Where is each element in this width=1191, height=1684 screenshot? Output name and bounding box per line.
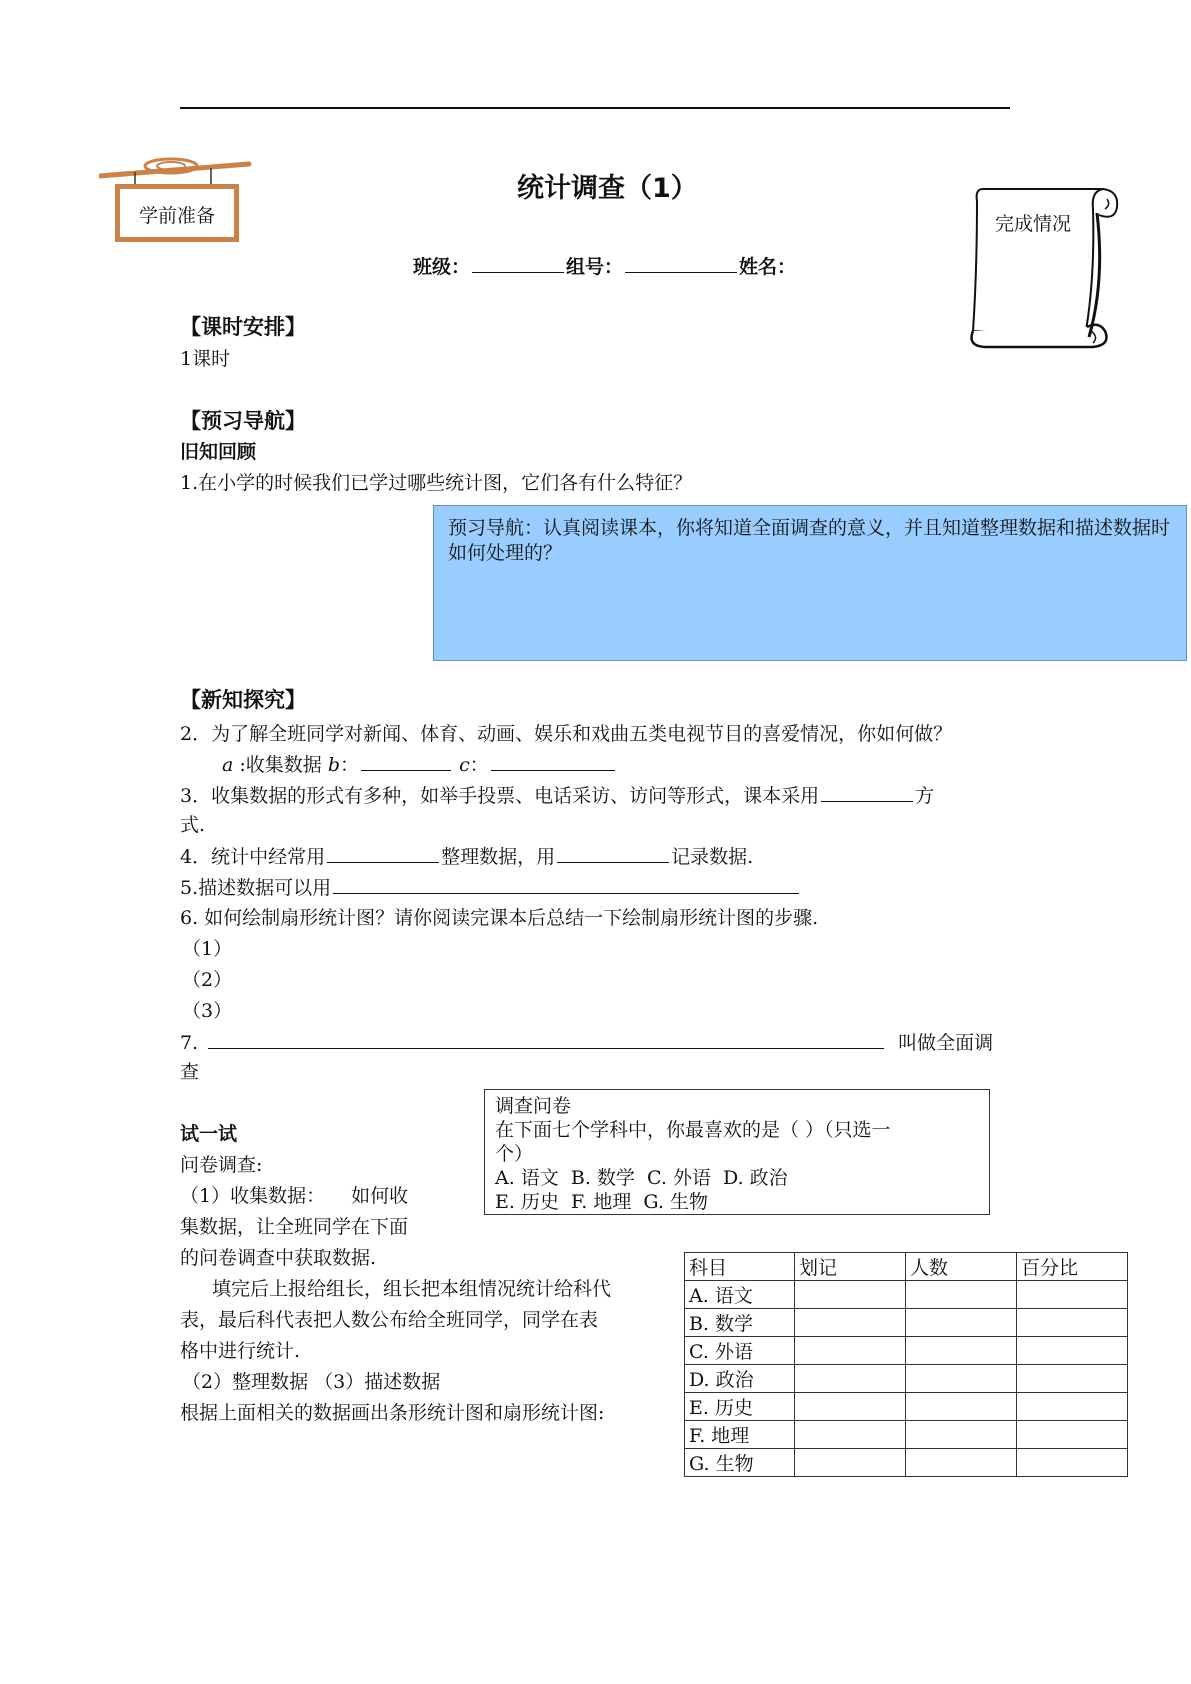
question-7 xyxy=(180,1030,993,1055)
percent-cell[interactable] xyxy=(1017,1309,1128,1337)
tally-cell[interactable] xyxy=(795,1365,906,1393)
try-line-3: 集数据，让全班同学在下面 xyxy=(180,1216,409,1238)
count-cell[interactable] xyxy=(906,1421,1017,1449)
question-4-part-c: 记录数据. xyxy=(671,846,754,868)
question-7-field[interactable] xyxy=(208,1030,884,1049)
tally-cell[interactable] xyxy=(795,1421,906,1449)
question-4-part-b: 整理数据，用 xyxy=(441,846,556,868)
count-cell[interactable] xyxy=(906,1393,1017,1421)
try-line-8: （2）整理数据 （3）描述数据 xyxy=(182,1371,441,1393)
review-subheading: 旧知回顾 xyxy=(180,441,257,463)
survey-title: 调查问卷 xyxy=(495,1095,572,1117)
try-line-2 xyxy=(180,1184,408,1208)
table-row xyxy=(685,1337,1128,1365)
tally-cell[interactable] xyxy=(795,1281,906,1309)
subject-cell: D. 政治 xyxy=(685,1365,795,1393)
table-row xyxy=(685,1365,1128,1393)
table-row xyxy=(685,1449,1128,1477)
try-line-2b: 如何收 xyxy=(351,1185,409,1207)
table-header: 人数 xyxy=(906,1253,1017,1281)
student-info-line xyxy=(413,254,796,279)
tally-cell[interactable] xyxy=(795,1309,906,1337)
table-row xyxy=(685,1393,1128,1421)
survey-line-4: E. 历史 F. 地理 G. 生物 xyxy=(495,1191,708,1213)
question-4 xyxy=(180,844,753,869)
tally-table xyxy=(684,1252,1128,1477)
tally-cell[interactable] xyxy=(795,1449,906,1477)
question-2: 2．为了解全班同学对新闻、体育、动画、娱乐和戏曲五类电视节目的喜爱情况，你如何做？ xyxy=(180,723,953,745)
subject-cell: A. 语文 xyxy=(685,1281,795,1309)
tally-cell[interactable] xyxy=(795,1393,906,1421)
question-7-number: 7. xyxy=(180,1032,199,1054)
completion-label: 完成情况 xyxy=(995,213,1072,235)
table-row xyxy=(685,1281,1128,1309)
subject-cell: B. 数学 xyxy=(685,1309,795,1337)
question-5 xyxy=(180,875,801,900)
table-row xyxy=(685,1421,1128,1449)
question-3-end: 方 xyxy=(915,785,935,807)
table-row xyxy=(685,1309,1128,1337)
question-7-text: 叫做全面调 xyxy=(898,1032,994,1054)
preview-guide-box xyxy=(433,505,1187,661)
question-3-field[interactable] xyxy=(821,783,913,802)
survey-line-2: 个） xyxy=(495,1143,534,1165)
question-3-text: 3．收集数据的形式有多种，如举手投票、电话采访、访问等形式，课本采用 xyxy=(180,785,820,807)
percent-cell[interactable] xyxy=(1017,1337,1128,1365)
try-line-9: 根据上面相关的数据画出条形统计图和扇形统计图: xyxy=(180,1402,605,1424)
table-header: 划记 xyxy=(795,1253,906,1281)
survey-line-3: A. 语文 B. 数学 C. 外语 D. 政治 xyxy=(495,1167,788,1189)
try-line-2a: （1）收集数据： xyxy=(180,1185,326,1207)
try-line-4: 的问卷调查中获取数据. xyxy=(180,1247,377,1269)
step-b-letter: b xyxy=(327,754,340,776)
question-1: 1.在小学的时候我们已学过哪些统计图，它们各有什么特征？ xyxy=(180,472,693,494)
question-4-field-2[interactable] xyxy=(557,844,669,863)
table-header: 科目 xyxy=(685,1253,795,1281)
subject-cell: F. 地理 xyxy=(685,1421,795,1449)
try-line-7: 格中进行统计. xyxy=(180,1340,301,1362)
survey-box xyxy=(484,1089,990,1215)
step-1: （1） xyxy=(182,938,233,960)
step-c-colon: ： xyxy=(469,754,489,776)
top-rule xyxy=(180,107,1010,109)
tally-cell[interactable] xyxy=(795,1337,906,1365)
try-line-1: 问卷调查: xyxy=(180,1154,263,1176)
step-a-letter: a xyxy=(222,754,234,776)
schedule-text: 1课时 xyxy=(180,348,231,370)
question-2-steps xyxy=(222,752,617,777)
try-heading: 试一试 xyxy=(180,1123,238,1145)
question-7-line2: 查 xyxy=(180,1061,200,1083)
count-cell[interactable] xyxy=(906,1309,1017,1337)
group-field[interactable] xyxy=(625,254,737,273)
section-heading-preview: 【预习导航】 xyxy=(180,408,306,433)
step-c-field[interactable] xyxy=(491,752,615,771)
step-a-text: :收集数据 xyxy=(239,754,322,776)
try-line-6: 表，最后科代表把人数公布给全班同学，同学在表 xyxy=(180,1309,599,1331)
table-header: 百分比 xyxy=(1017,1253,1128,1281)
question-5-field[interactable] xyxy=(333,875,799,894)
completion-scroll xyxy=(965,181,1125,351)
count-cell[interactable] xyxy=(906,1449,1017,1477)
group-label: 组号： xyxy=(566,256,624,278)
question-5-text: 5.描述数据可以用 xyxy=(180,877,332,899)
table-header-row xyxy=(685,1253,1128,1281)
count-cell[interactable] xyxy=(906,1365,1017,1393)
badge-sign xyxy=(99,154,259,250)
percent-cell[interactable] xyxy=(1017,1421,1128,1449)
section-heading-explore: 【新知探究】 xyxy=(180,687,306,712)
name-label: 姓名： xyxy=(739,256,797,278)
class-field[interactable] xyxy=(472,254,564,273)
class-label: 班级： xyxy=(413,256,471,278)
step-2: （2） xyxy=(182,969,233,991)
percent-cell[interactable] xyxy=(1017,1393,1128,1421)
count-cell[interactable] xyxy=(906,1337,1017,1365)
scroll-icon xyxy=(965,181,1125,351)
question-4-part-a: 4．统计中经常用 xyxy=(180,846,326,868)
badge-label: 学前准备 xyxy=(138,205,215,227)
subject-cell: E. 历史 xyxy=(685,1393,795,1421)
step-3: （3） xyxy=(182,1000,233,1022)
percent-cell[interactable] xyxy=(1017,1365,1128,1393)
question-6: 6. 如何绘制扇形统计图？请你阅读完课本后总结一下绘制扇形统计图的步骤. xyxy=(180,907,819,929)
question-4-field-1[interactable] xyxy=(327,844,439,863)
section-heading-schedule: 【课时安排】 xyxy=(180,314,306,339)
subject-cell: C. 外语 xyxy=(685,1337,795,1365)
question-3 xyxy=(180,783,934,808)
percent-cell[interactable] xyxy=(1017,1281,1128,1309)
step-b-field[interactable] xyxy=(361,752,451,771)
try-line-5: 填完后上报给组长，组长把本组情况统计给科代 xyxy=(212,1278,612,1300)
survey-line-1: 在下面七个学科中，你最喜欢的是（ ）（只选一 xyxy=(495,1119,891,1141)
step-c-letter: c xyxy=(459,754,470,776)
page-title: 统计调查（1） xyxy=(517,173,698,204)
badge-frame xyxy=(115,184,239,242)
question-3-line2: 式. xyxy=(180,814,206,836)
subject-cell: G. 生物 xyxy=(685,1449,795,1477)
preview-guide-text: 预习导航：认真阅读课本，你将知道全面调查的意义，并且知道整理数据和描述数据时如何处理的？ xyxy=(448,517,1171,564)
percent-cell[interactable] xyxy=(1017,1449,1128,1477)
step-b-colon: ： xyxy=(340,754,360,776)
count-cell[interactable] xyxy=(906,1281,1017,1309)
